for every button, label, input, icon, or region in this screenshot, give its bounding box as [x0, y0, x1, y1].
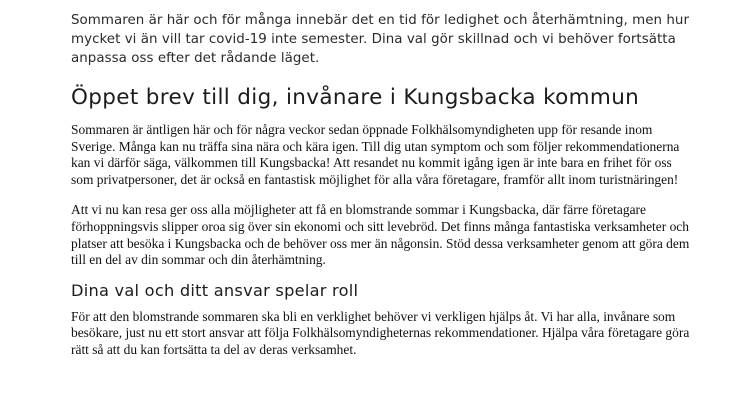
body-paragraph-1: Sommaren är äntligen här och för några veckor sedan öppnade Folkhälsomyndigheten upp för resande inom Sverige. Många kan nu träffa sina nära och kära igen. Till dig utan symptom och som följer rekommendationerna kan vi därför säga, välkommen till Kungsbacka! Att resandet nu kommit igång igen är inte bara en frihet för oss som privatpersoner, det är också en fantastisk möjlighet för alla våra företagare, framför allt inom turistnäringen!: [71, 122, 680, 187]
body-paragraph-3: För att den blomstrande sommaren ska bli en verklighet behöver vi verkligen hjälps åt. Vi har alla, invånare som besökare, just nu ett stort ansvar att följa Folkhälsomyndigheternas rekommendationer. Hjälpa våra företagare göra rätt så att du kan fortsätta ta del av deras verksamhet.: [71, 308, 690, 357]
page-title: Öppet brev till dig, invånare i Kungsbacka kommun: [71, 85, 640, 110]
intro-paragraph: Sommaren är här och för många innebär det en tid för ledighet och återhämtning, men hur mycket vi än vill tar covid-19 inte semester. Dina val gör skillnad och vi behöver fortsätta anpassa oss efter det rådande läget.: [71, 13, 690, 66]
section-heading: Dina val och ditt ansvar spelar roll: [71, 280, 359, 300]
body-paragraph-2: Att vi nu kan resa ger oss alla möjligheter att få en blomstrande sommar i Kungsbacka, där färre företagare förhoppningsvis slipper oroa sig över sin ekonomi och sitt levebröd. Det finns många fantastiska verksamheter och platser att besöka i Kungsbacka och de behöver oss mer än någonsin. Stöd dessa verksamheter genom att göra dem till en del av din sommar och din återhämtning.: [71, 202, 690, 268]
document-page: [71, 11, 691, 359]
